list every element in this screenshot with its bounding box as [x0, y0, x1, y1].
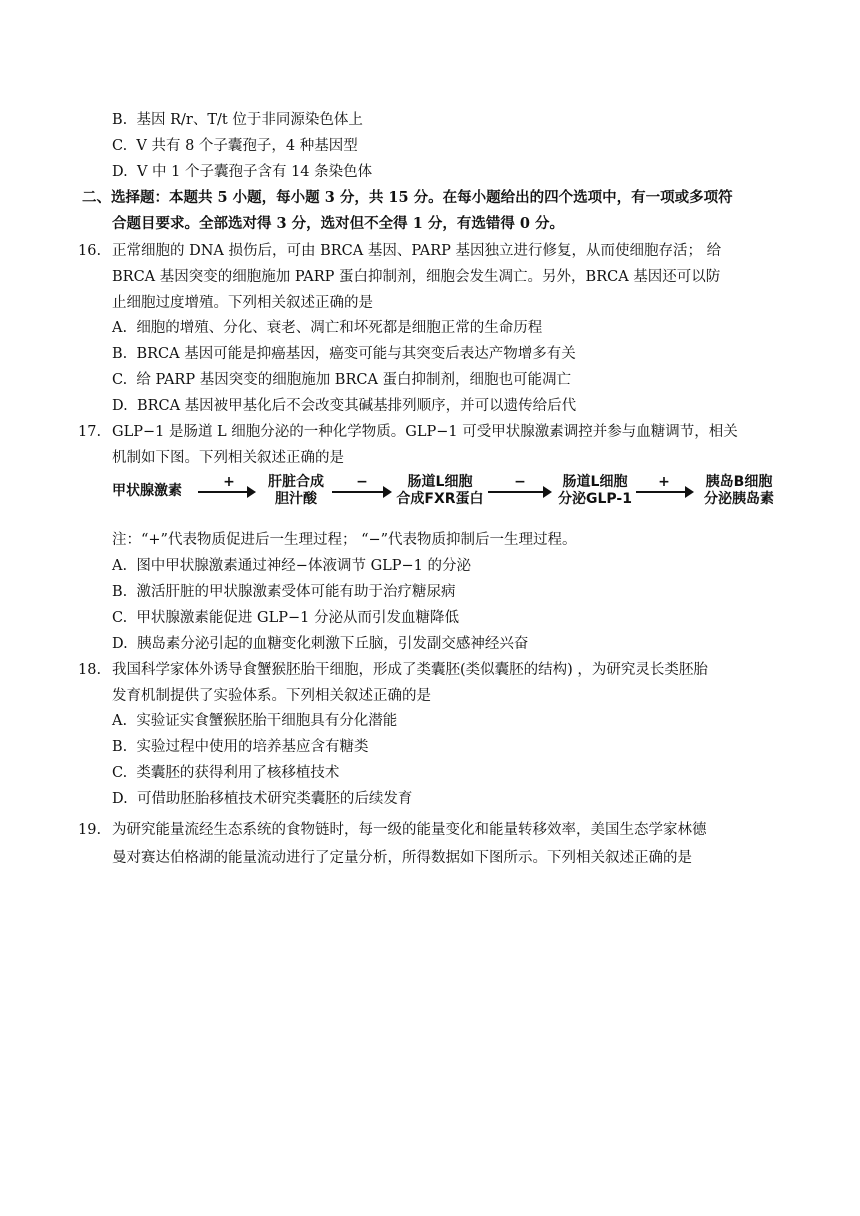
- option-label: C.: [112, 138, 128, 154]
- q17-diagram-note: 注：“+”代表物质促进后一生理过程； “−”代表物质抑制后一生理过程。: [112, 532, 577, 548]
- option-text: V 中 1 个子囊孢子含有 14 条染色体: [136, 164, 373, 180]
- node-line: 胆汁酸: [275, 491, 317, 507]
- node-thyroid-hormone: 甲状腺激素: [112, 483, 182, 499]
- sign-promote-1: +: [223, 474, 235, 490]
- q18-stem-line2: 发育机制提供了实验体系。下列相关叙述正确的是: [112, 688, 431, 704]
- section-heading-line1: 二、选择题：本题共 5 小题，每小题 3 分，共 15 分。在每小题给出的四个选项中，有一项或多项符: [82, 189, 733, 206]
- option-text: 基因 R/r、T/t 位于非同源染色体上: [136, 112, 363, 128]
- option-text: BRCA 基因可能是抑癌基因，癌变可能与其突变后表达产物增多有关: [136, 346, 576, 362]
- option-text: 给 PARP 基因突变的细胞施加 BRCA 蛋白抑制剂，细胞也可能凋亡: [136, 372, 572, 388]
- option-text: 细胞的增殖、分化、衰老、凋亡和坏死都是细胞正常的生命历程: [136, 320, 543, 336]
- q17-stem-line2: 机制如下图。下列相关叙述正确的是: [112, 450, 344, 466]
- option-label: A.: [112, 320, 128, 336]
- glp1-mechanism-diagram: [112, 471, 784, 519]
- q19-stem-line2: 曼对赛达伯格湖的能量流动进行了定量分析，所得数据如下图所示。下列相关叙述正确的是: [112, 850, 692, 866]
- option-label: C.: [112, 372, 128, 388]
- option-text: 甲状腺激素能促进 GLP−1 分泌从而引发血糖降低: [136, 610, 459, 626]
- option-label: D.: [112, 791, 128, 807]
- option-label: B.: [112, 584, 128, 600]
- q18-option-b: [112, 737, 368, 757]
- node-line: 肝脏合成: [268, 474, 324, 490]
- option-text: 实验证实食蟹猴胚胎干细胞具有分化潜能: [136, 713, 398, 729]
- question-number: 17.: [78, 424, 102, 440]
- q15-option-b: [112, 110, 363, 130]
- option-label: A.: [112, 558, 128, 574]
- node-line: 肠道L细胞: [407, 474, 473, 490]
- arrow-4: [636, 491, 692, 493]
- q16-option-a: [112, 318, 542, 338]
- q17-option-b: [112, 582, 455, 602]
- q18-option-c: [112, 763, 339, 783]
- option-text: 图中甲状腺激素通过神经−体液调节 GLP−1 的分泌: [136, 558, 472, 574]
- option-text: BRCA 基因被甲基化后不会改变其碱基排列顺序，并可以遗传给后代: [136, 398, 577, 414]
- option-text: 激活肝脏的甲状腺激素受体可能有助于治疗糖尿病: [136, 584, 456, 600]
- option-text: 胰岛素分泌引起的血糖变化刺激下丘脑，引发副交感神经兴奋: [136, 636, 529, 652]
- node-line: 肠道L细胞: [562, 474, 628, 490]
- node-liver-bile-acid: [260, 474, 332, 508]
- node-l-cell-glp1: [552, 474, 638, 508]
- section-heading-line2: 合题目要求。全部选对得 3 分，选对但不全得 1 分，有选错得 0 分。: [112, 215, 565, 232]
- q17-option-d: [112, 634, 528, 654]
- q17-stem-line1: GLP−1 是肠道 L 细胞分泌的一种化学物质。GLP−1 可受甲状腺激素调控并参与血糖调节，相关: [112, 424, 738, 440]
- arrow-2: [332, 491, 390, 493]
- sign-inhibit-3: −: [514, 474, 526, 490]
- option-label: B.: [112, 739, 128, 755]
- sign-promote-4: +: [658, 474, 670, 490]
- option-label: B.: [112, 346, 128, 362]
- q16-stem-line2: BRCA 基因突变的细胞施加 PARP 蛋白抑制剂，细胞会发生凋亡。另外，BRCA 基因还可以防: [112, 269, 721, 285]
- sign-inhibit-2: −: [356, 474, 368, 490]
- q16-option-b: [112, 344, 576, 364]
- q15-option-c: [112, 136, 358, 156]
- q17-option-a: [112, 556, 471, 576]
- node-l-cell-fxr: [394, 474, 486, 508]
- option-text: V 共有 8 个子囊孢子，4 种基因型: [136, 138, 358, 154]
- option-label: B.: [112, 112, 128, 128]
- option-text: 实验过程中使用的培养基应含有糖类: [136, 739, 369, 755]
- arrow-1: [198, 491, 254, 493]
- option-text: 类囊胚的获得利用了核移植技术: [136, 765, 340, 781]
- question-number: 19.: [78, 822, 102, 838]
- q18-option-a: [112, 711, 397, 731]
- q16-stem-line1: 正常细胞的 DNA 损伤后，可由 BRCA 基因、PARP 基因独立进行修复，从而使细胞存活； 给: [112, 243, 722, 259]
- option-label: D.: [112, 636, 128, 652]
- q16-stem-line3: 止细胞过度增殖。下列相关叙述正确的是: [112, 295, 373, 311]
- option-label: D.: [112, 398, 128, 414]
- node-line: 分泌胰岛素: [704, 491, 774, 507]
- option-label: C.: [112, 610, 128, 626]
- q18-option-d: [112, 789, 412, 809]
- q19-stem-line1: 为研究能量流经生态系统的食物链时，每一级的能量变化和能量转移效率，美国生态学家林德: [112, 822, 707, 838]
- option-label: A.: [112, 713, 128, 729]
- arrow-3: [488, 491, 550, 493]
- q15-option-d: [112, 162, 372, 182]
- question-number: 16.: [78, 243, 102, 259]
- q16-option-d: [112, 396, 576, 416]
- node-line: 分泌GLP-1: [558, 491, 632, 507]
- q16-option-c: [112, 370, 571, 390]
- node-islet-b-cell: [696, 474, 782, 508]
- option-label: D.: [112, 164, 128, 180]
- question-number: 18.: [78, 662, 102, 678]
- option-label: C.: [112, 765, 128, 781]
- node-line: 合成FXR蛋白: [396, 491, 484, 507]
- node-line: 胰岛B细胞: [705, 474, 773, 490]
- option-text: 可借助胚胎移植技术研究类囊胚的后续发育: [136, 791, 413, 807]
- q17-option-c: [112, 608, 459, 628]
- q18-stem-line1: 我国科学家体外诱导食蟹猴胚胎干细胞，形成了类囊胚(类似囊胚的结构) ，为研究灵长类胚胎: [112, 662, 708, 678]
